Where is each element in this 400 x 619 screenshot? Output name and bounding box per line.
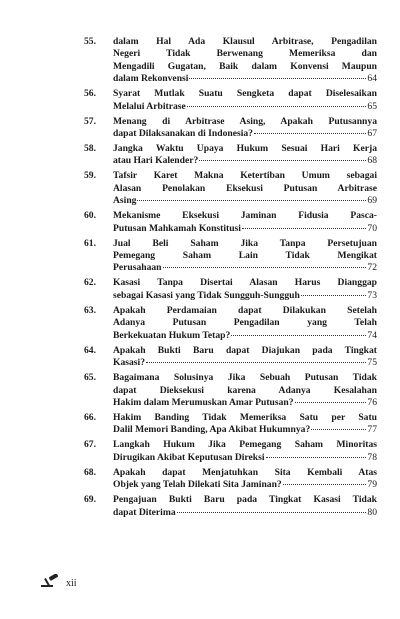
entry-title-end: dalam Rekonvensi <box>113 73 189 85</box>
entry-last-line <box>113 479 377 491</box>
dot-leader <box>163 267 367 268</box>
entry-number: 67. <box>84 439 96 451</box>
dot-leader <box>266 457 367 458</box>
page-footer <box>40 574 77 593</box>
entry-page-number: 74 <box>367 329 377 341</box>
page-number: xii <box>66 578 77 589</box>
entry-number: 59. <box>84 170 96 182</box>
toc-entry[interactable] <box>84 345 377 370</box>
entry-title-line: Menang di Arbitrase Asing, Apakah Putusannya <box>113 115 377 127</box>
entry-page-number: 67 <box>367 128 377 140</box>
entry-title-line: Negeri Tidak Berwenang Memeriksa dan <box>113 48 377 60</box>
entry-title-end: sebagai Kasasi yang Tidak Sungguh-Sungguh <box>113 289 300 301</box>
entry-title-end: Asing <box>113 195 137 207</box>
entry-last-line <box>113 128 377 140</box>
toc-entry[interactable] <box>84 238 377 275</box>
entry-title-end: Kasasi? <box>113 357 145 369</box>
entry-title-line: Apakah Bukti Baru dapat Diajukan pada Tingkat <box>113 344 377 356</box>
dot-leader <box>189 78 366 79</box>
entry-last-line <box>113 452 377 464</box>
toc-entry[interactable] <box>84 372 377 409</box>
entry-title-line: dapat Dieksekusi karena Adanya Kesalahan <box>113 384 377 396</box>
entry-page-number: 72 <box>367 262 377 274</box>
entry-title-line: Pemegang Saham Lain Tidak Mengikat <box>113 250 377 262</box>
entry-title-line: Bagaimana Solusinya Jika Sebuah Putusan Tidak <box>113 372 377 384</box>
toc-entry[interactable] <box>84 170 377 207</box>
entry-title-line: Mengadili Gugatan, Baik dalam Konvensi Maupun <box>113 60 377 72</box>
toc-entry[interactable] <box>84 88 377 113</box>
dot-leader <box>177 512 367 513</box>
entry-page-number: 70 <box>367 222 377 234</box>
entry-last-line <box>113 155 377 167</box>
toc-entry[interactable] <box>84 36 377 86</box>
entry-title-line: Langkah Hukum Jika Pemegang Saham Minoritas <box>113 439 377 451</box>
entry-page-number: 75 <box>367 357 377 369</box>
entry-title-end: Perusahaan <box>113 262 162 274</box>
entry-last-line <box>113 101 377 113</box>
dot-leader <box>231 335 366 336</box>
entry-number: 62. <box>84 277 96 289</box>
entry-number: 69. <box>84 494 96 506</box>
entry-last-line <box>113 262 377 274</box>
entry-title-line: dalam Hal Ada Klausul Arbitrase, Pengadilan <box>113 36 377 47</box>
entry-last-line <box>113 290 377 302</box>
entry-number: 56. <box>84 88 96 100</box>
entry-title-line: Kasasi Tanpa Disertai Alasan Harus Dianggap <box>113 277 377 289</box>
entry-page-number: 65 <box>367 100 377 112</box>
entry-title-end: Dalil Memori Banding, Apa Akibat Hukumnya? <box>113 424 311 436</box>
toc-entry[interactable] <box>84 412 377 437</box>
dot-leader <box>311 429 366 430</box>
entry-number: 61. <box>84 237 96 249</box>
entry-title-end: Melalui Arbitrase <box>113 100 186 112</box>
toc-entry[interactable] <box>84 494 377 519</box>
entry-title-end: Berkekuatan Hukum Tetap? <box>113 329 231 341</box>
entry-title-line: Tafsir Karet Makna Ketertiban Umum sebagai <box>113 170 377 182</box>
entry-number: 57. <box>84 115 96 127</box>
entry-page-number: 76 <box>367 396 377 408</box>
entry-title-line: Apakah dapat Menjatuhkan Sita Kembali Atas <box>113 466 377 478</box>
entry-last-line <box>113 195 377 207</box>
entry-page-number: 68 <box>367 155 377 167</box>
entry-title-line: Syarat Mutlak Suatu Sengketa dapat Diselesaikan <box>113 88 377 100</box>
entry-last-line <box>113 223 377 235</box>
dot-leader <box>187 106 367 107</box>
entry-title-line: Adanya Putusan Pengadilan yang Telah <box>113 317 377 329</box>
dot-leader <box>199 160 366 161</box>
dot-leader <box>283 484 367 485</box>
entry-title-end: dapat Diterima <box>113 506 176 518</box>
dot-leader <box>137 200 366 201</box>
entry-title-line: Pengajuan Bukti Baru pada Tingkat Kasasi Tidak <box>113 494 377 506</box>
entry-title-line: Hakim Banding Tidak Memeriksa Satu per Satu <box>113 411 377 423</box>
table-of-contents <box>84 36 377 522</box>
dot-leader <box>254 133 366 134</box>
entry-page-number: 78 <box>367 451 377 463</box>
entry-title-line: Alasan Penolakan Eksekusi Putusan Arbitrase <box>113 182 377 194</box>
entry-number: 64. <box>84 344 96 356</box>
entry-page-number: 77 <box>367 424 377 436</box>
toc-entry[interactable] <box>84 277 377 302</box>
gavel-icon <box>40 574 60 593</box>
entry-last-line <box>113 424 377 436</box>
entry-number: 66. <box>84 411 96 423</box>
toc-entry[interactable] <box>84 143 377 168</box>
entry-title-line: Jangka Waktu Upaya Hukum Sesuai Hari Kerja <box>113 143 377 155</box>
entry-last-line <box>113 397 377 409</box>
entry-last-line <box>113 73 377 85</box>
toc-entry[interactable] <box>84 439 377 464</box>
entry-page-number: 73 <box>367 289 377 301</box>
entry-title-end: Hakim dalam Merumuskan Amar Putusan? <box>113 396 294 408</box>
entry-title-end: Putusan Mahkamah Konstitusi <box>113 222 241 234</box>
dot-leader <box>301 295 367 296</box>
entry-title-line: Apakah Perdamaian dapat Dilakukan Setelah <box>113 304 377 316</box>
entry-number: 63. <box>84 304 96 316</box>
entry-last-line <box>113 507 377 519</box>
toc-entry[interactable] <box>84 210 377 235</box>
entry-number: 58. <box>84 143 96 155</box>
entry-title-line: Jual Beli Saham Jika Tanpa Persetujuan <box>113 237 377 249</box>
toc-entry[interactable] <box>84 467 377 492</box>
entry-page-number: 80 <box>367 506 377 518</box>
toc-entry[interactable] <box>84 116 377 141</box>
dot-leader <box>295 402 367 403</box>
entry-number: 68. <box>84 466 96 478</box>
dot-leader <box>146 362 366 363</box>
entry-last-line <box>113 357 377 369</box>
entry-title-end: Dirugikan Akibat Keputusan Direksi <box>113 451 265 463</box>
entry-page-number: 64 <box>367 73 377 85</box>
entry-title-end: atau Hari Kalender? <box>113 155 199 167</box>
dot-leader <box>242 228 366 229</box>
entry-page-number: 69 <box>367 195 377 207</box>
entry-last-line <box>113 330 377 342</box>
toc-entry[interactable] <box>84 305 377 342</box>
entry-title-end: dapat Dilaksanakan di Indonesia? <box>113 128 253 140</box>
entry-page-number: 79 <box>367 479 377 491</box>
entry-title-end: Objek yang Telah Dilekati Sita Jaminan? <box>113 479 282 491</box>
entry-number: 55. <box>84 36 96 47</box>
entry-number: 60. <box>84 210 96 222</box>
entry-title-line: Mekanisme Eksekusi Jaminan Fidusia Pasca- <box>113 210 377 222</box>
entry-number: 65. <box>84 372 96 384</box>
